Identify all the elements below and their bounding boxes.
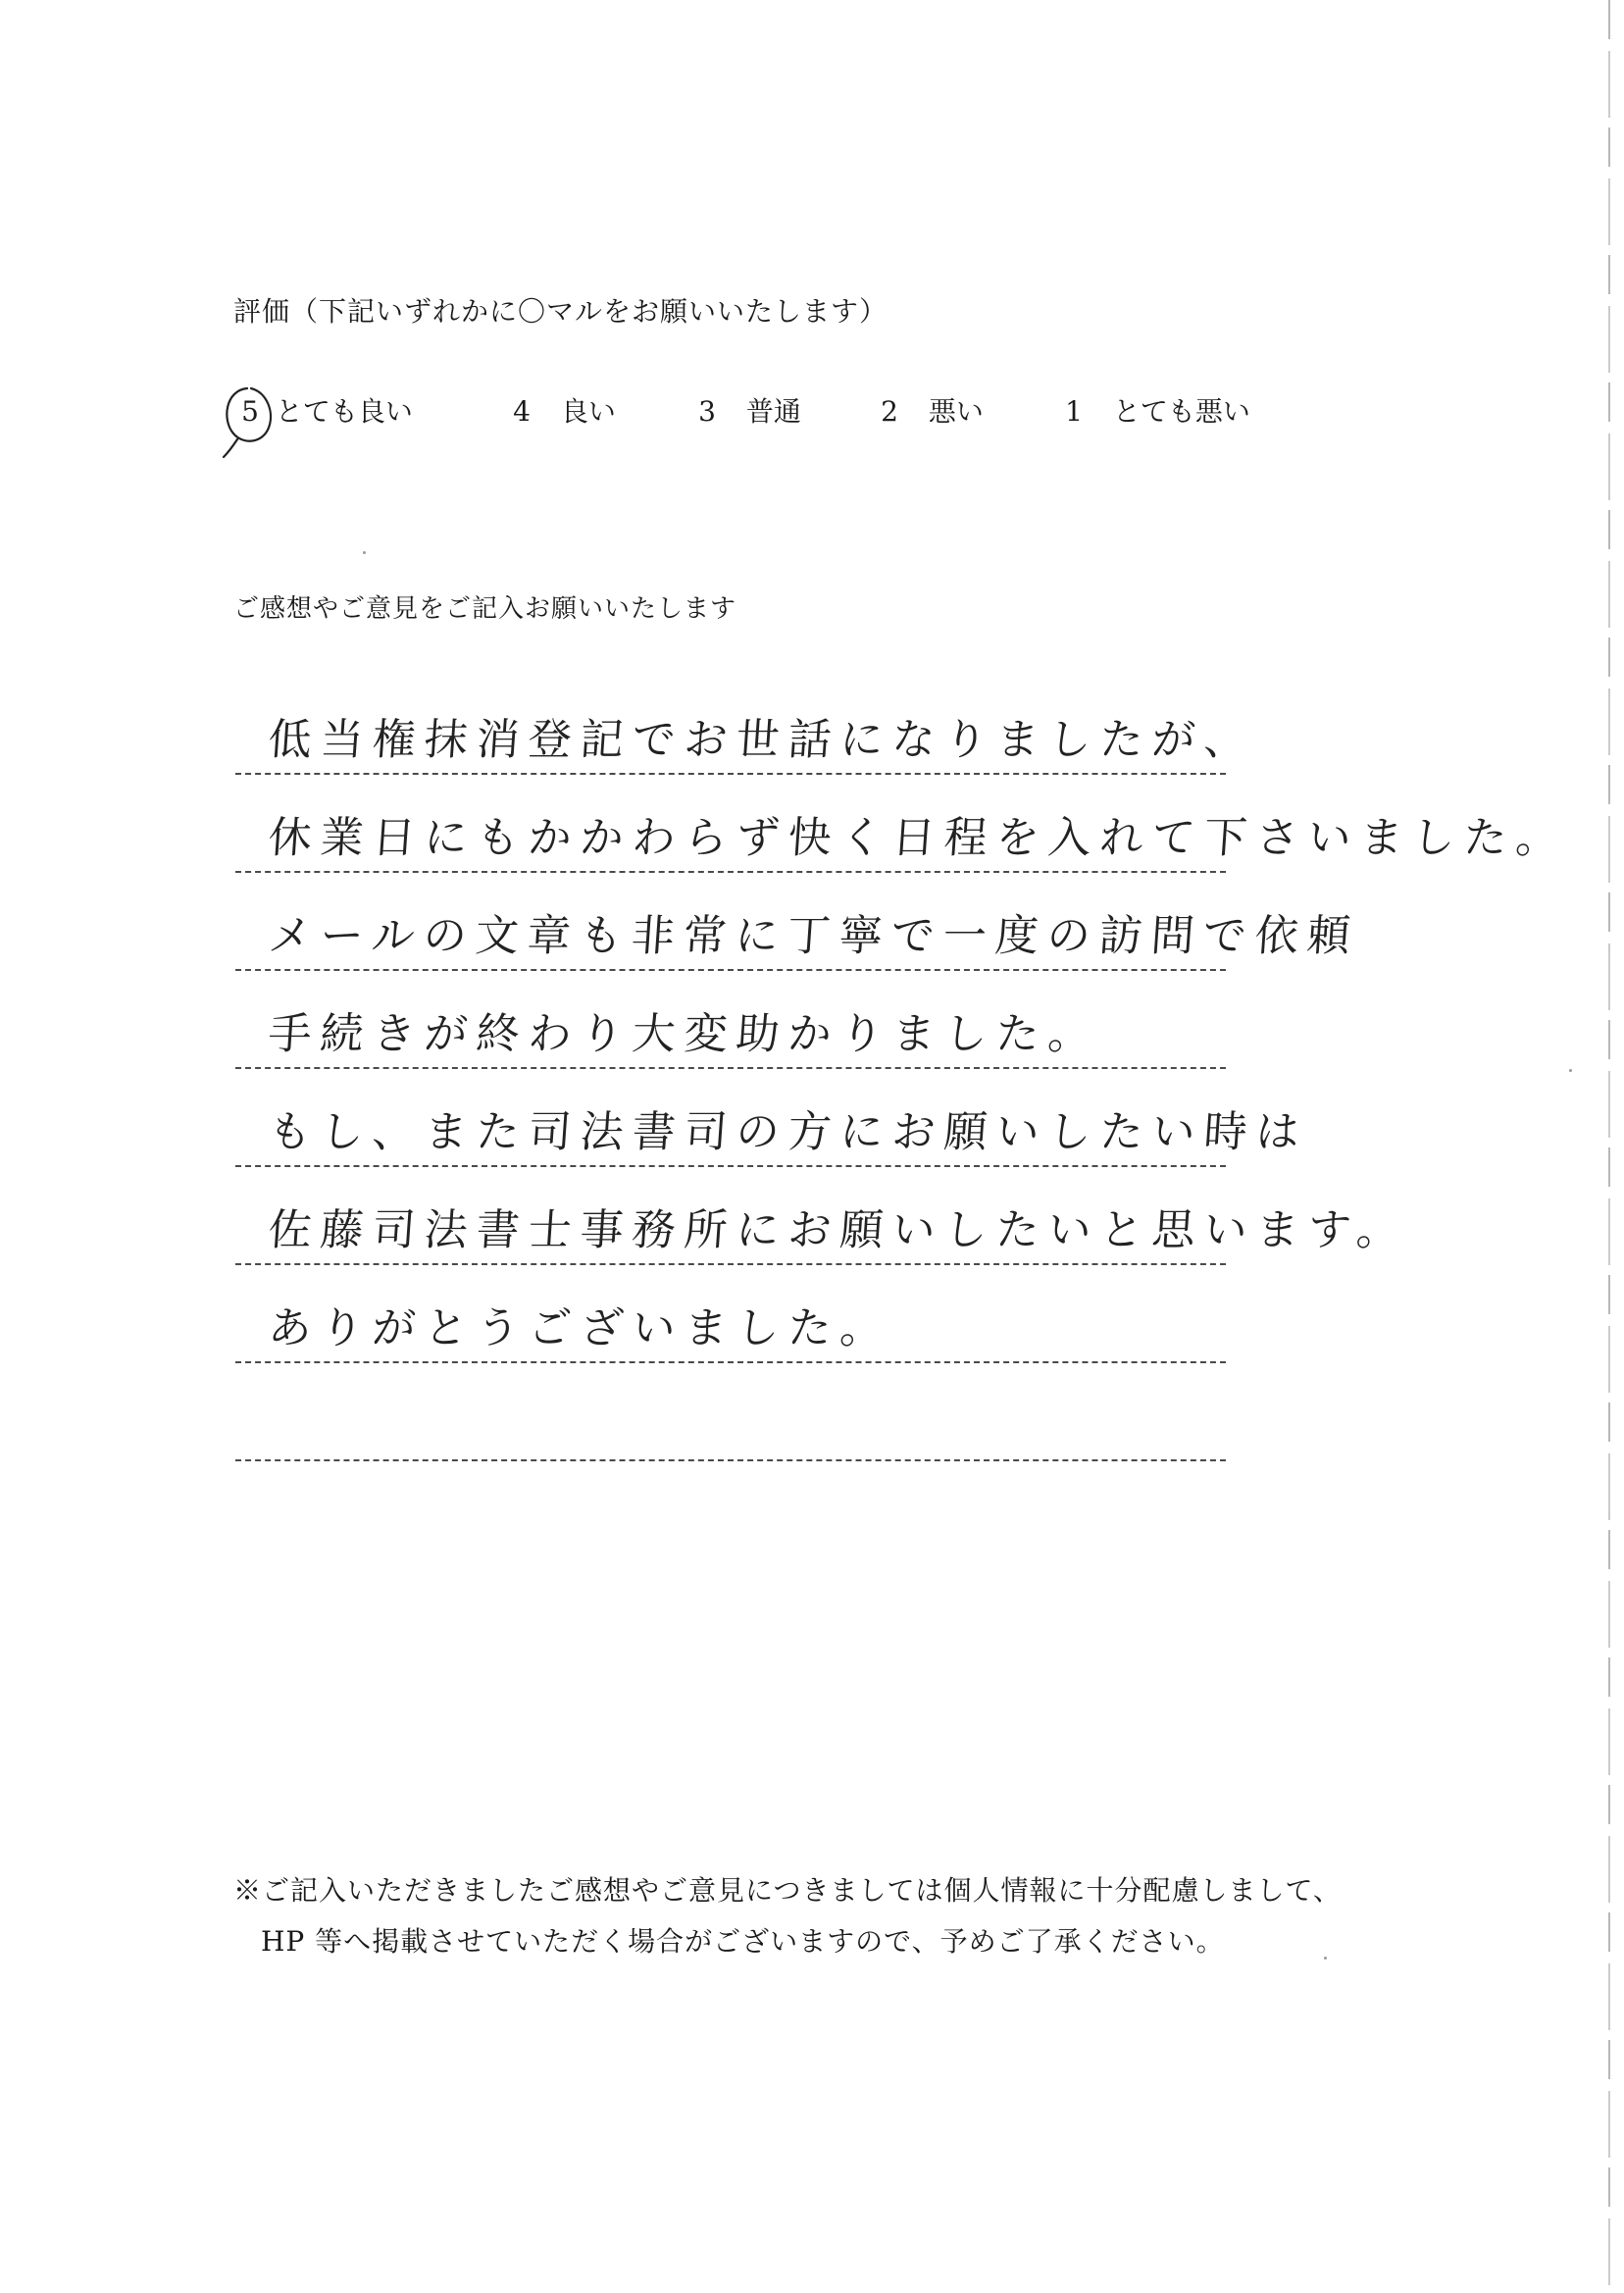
handwritten-text: もし、また司法書司の方にお願いしたい時は [266, 1107, 1310, 1157]
hand-drawn-circle-icon [208, 371, 302, 465]
rating-options [233, 390, 1312, 439]
rating-option-3[interactable] [690, 390, 801, 430]
privacy-notice [233, 1865, 1342, 1967]
comment-line [235, 971, 1226, 1069]
evaluation-title: 評価（下記いずれかに〇マルをお願いいたします） [233, 295, 888, 328]
notice-line-1: ※ご記入いただきましたご感想やご意見につきましては個人情報に十分配慮しまして、 [233, 1874, 1342, 1907]
comments-title: ご感想やご意見をご記入お願いいたします [233, 594, 737, 624]
rating-option-5[interactable] [233, 390, 413, 430]
comment-line [235, 1363, 1226, 1461]
handwritten-text: ありがとうございました。 [266, 1303, 894, 1353]
scan-border [1608, 0, 1610, 2293]
rating-label: とても良い [275, 395, 413, 428]
comment-line [235, 1265, 1226, 1363]
rating-label: とても悪い [1112, 395, 1250, 428]
rating-label: 悪い [928, 395, 984, 428]
comment-line [235, 1167, 1410, 1265]
handwritten-text: メールの文章も非常に丁寧で一度の訪問で依頼 [266, 911, 1361, 961]
comment-line [235, 775, 1570, 873]
handwritten-text: 手続きが終わり大変助かりました。 [266, 1009, 1102, 1059]
rating-number: 2 [881, 395, 898, 428]
rating-option-4[interactable] [505, 390, 616, 430]
rating-option-1[interactable] [1057, 390, 1250, 430]
rating-number: 1 [1065, 395, 1083, 428]
rating-label: 普通 [745, 395, 801, 428]
rating-number: 5 [241, 395, 259, 428]
notice-line-2: HP 等へ掲載させていただく場合がございますので、予めご了承ください。 [261, 1925, 1225, 1958]
rating-label: 良い [560, 395, 616, 428]
comment-line [235, 1069, 1310, 1167]
comment-lines[interactable] [235, 677, 1570, 1461]
rating-number: 3 [698, 395, 716, 428]
scan-speck [1569, 1069, 1572, 1072]
scan-speck [363, 551, 366, 554]
handwritten-text: 休業日にもかかわらず快く日程を入れて下さいました。 [266, 813, 1570, 863]
comment-line [235, 677, 1258, 775]
handwritten-text: 佐藤司法書士事務所にお願いしたいと思います。 [266, 1205, 1410, 1255]
comment-line [235, 873, 1361, 971]
handwritten-text: 低当権抹消登記でお世話になりましたが、 [266, 715, 1258, 765]
rating-option-2[interactable] [873, 390, 984, 430]
rating-number: 4 [513, 395, 531, 428]
